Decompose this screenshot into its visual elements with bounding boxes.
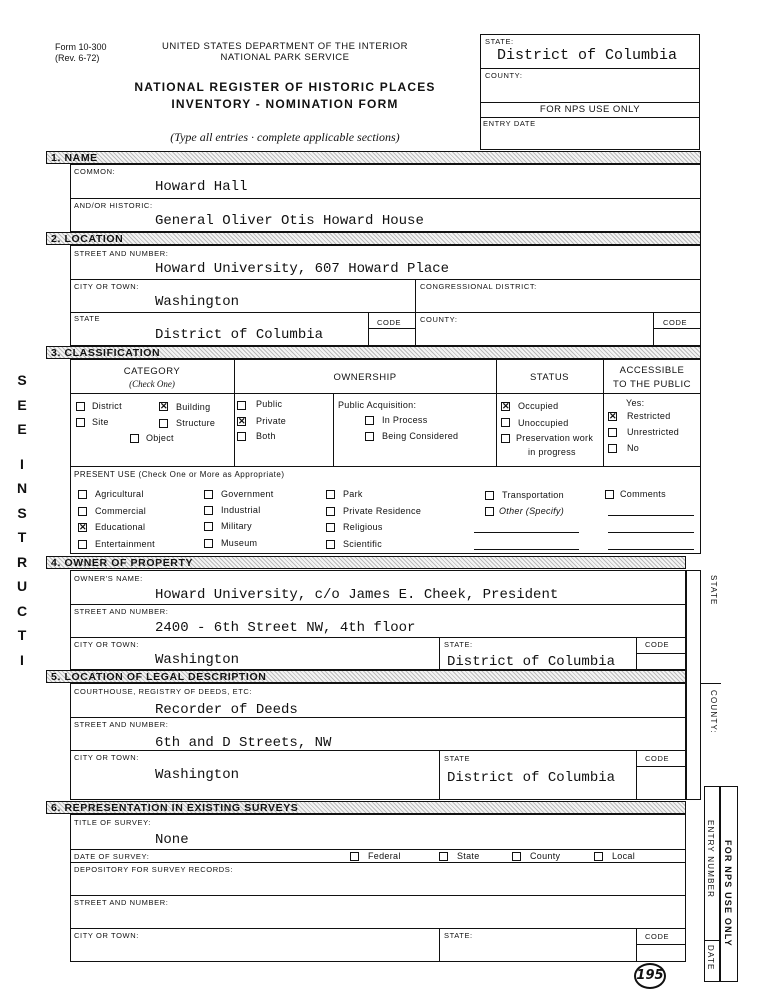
present-use-label: PRESENT USE (Check One or More as Appropriate)	[74, 470, 285, 479]
site-checkbox[interactable]	[76, 418, 85, 427]
section-6-heading: 6. REPRESENTATION IN EXISTING SURVEYS	[46, 801, 686, 814]
legal-state-value: District of Columbia	[447, 770, 616, 786]
object-label: Object	[146, 433, 174, 443]
ownership-header: OWNERSHIP	[333, 372, 397, 383]
no-label: No	[627, 443, 640, 453]
use-agricultural-checkbox[interactable]	[78, 490, 87, 499]
owner-state-value: District of Columbia	[447, 654, 616, 670]
nps-side-strip	[686, 570, 701, 800]
congressional-district-label: CONGRESSIONAL DISTRICT:	[420, 282, 537, 291]
owner-code-label: CODE	[645, 640, 670, 649]
public-label: Public	[256, 399, 283, 409]
unoccupied-label: Unoccupied	[518, 418, 569, 428]
survey-county-label: County	[530, 851, 561, 861]
use-park-checkbox[interactable]	[326, 490, 335, 499]
survey-federal-checkbox[interactable]	[350, 852, 359, 861]
depository-label: DEPOSITORY FOR SURVEY RECORDS:	[74, 865, 234, 874]
accessible-header-2: TO THE PUBLIC	[613, 379, 691, 390]
survey-federal-label: Federal	[368, 851, 401, 861]
use-educational-checkbox[interactable]: ✕	[79, 522, 87, 532]
section-5-heading: 5. LOCATION OF LEGAL DESCRIPTION	[46, 670, 686, 683]
preservation-label-2: in progress	[528, 447, 576, 457]
legal-street-value: 6th and D Streets, NW	[155, 735, 332, 751]
building-checkbox[interactable]: ✕	[160, 401, 168, 411]
survey-state-label2: STATE:	[444, 931, 473, 940]
section-1-heading: 1. NAME	[46, 151, 701, 164]
use-museum-label: Museum	[221, 538, 258, 548]
location-state-value: District of Columbia	[155, 327, 324, 343]
owner-state-label: STATE:	[444, 640, 473, 649]
location-county-label: COUNTY:	[420, 315, 458, 324]
district-checkbox[interactable]	[76, 402, 85, 411]
historic-label: AND/OR HISTORIC:	[74, 201, 153, 210]
survey-state-label: State	[457, 851, 480, 861]
type-instructions: (Type all entries · complete applicable sections)	[170, 130, 400, 144]
preservation-checkbox[interactable]	[501, 434, 510, 443]
agency-line-2: NATIONAL PARK SERVICE	[220, 52, 350, 63]
owner-name-value: Howard University, c/o James E. Cheek, President	[155, 587, 559, 603]
survey-county-checkbox[interactable]	[512, 852, 521, 861]
side-nps-use-only-label: FOR NPS USE ONLY	[723, 840, 733, 947]
status-header: STATUS	[529, 372, 570, 383]
side-date-label: DATE	[706, 945, 715, 971]
legal-street-label: STREET AND NUMBER:	[74, 720, 169, 729]
use-commercial-label: Commercial	[95, 506, 147, 516]
location-street-value: Howard University, 607 Howard Place	[155, 261, 450, 277]
legal-city-value: Washington	[155, 767, 240, 783]
owner-city-value: Washington	[155, 652, 240, 668]
unrestricted-checkbox[interactable]	[608, 428, 617, 437]
other-line-2	[474, 549, 579, 550]
survey-local-checkbox[interactable]	[594, 852, 603, 861]
site-label: Site	[92, 417, 109, 427]
top-state-value: District of Columbia	[497, 47, 678, 64]
form-revision: (Rev. 6-72)	[55, 53, 100, 63]
see-instructions-text: S E E I N S T R U C T I	[16, 372, 28, 668]
comments-line-2	[608, 532, 694, 533]
form-number: Form 10-300	[55, 42, 107, 52]
structure-checkbox[interactable]	[159, 419, 168, 428]
survey-code-label: CODE	[645, 932, 670, 941]
owner-city-label: CITY OR TOWN:	[74, 640, 139, 649]
use-private-residence-checkbox[interactable]	[326, 507, 335, 516]
being-considered-label: Being Considered	[382, 431, 459, 441]
other-line-1	[474, 532, 579, 533]
object-checkbox[interactable]	[130, 434, 139, 443]
survey-city-label: CITY OR TOWN:	[74, 931, 139, 940]
side-state-label: STATE	[709, 575, 718, 606]
common-value: Howard Hall	[155, 179, 248, 195]
top-county-label: COUNTY:	[485, 71, 523, 80]
location-street-label: STREET AND NUMBER:	[74, 249, 169, 258]
use-agricultural-label: Agricultural	[95, 489, 144, 499]
occupied-label: Occupied	[518, 401, 559, 411]
being-considered-checkbox[interactable]	[365, 432, 374, 441]
historic-value: General Oliver Otis Howard House	[155, 213, 424, 229]
owner-street-value: 2400 - 6th Street NW, 4th floor	[155, 620, 416, 636]
courthouse-value: Recorder of Deeds	[155, 702, 298, 718]
survey-title-value: None	[155, 832, 189, 848]
in-process-label: In Process	[382, 415, 428, 425]
check-one-note: (Check One)	[129, 379, 175, 389]
in-process-checkbox[interactable]	[365, 416, 374, 425]
public-acquisition-label: Public Acquisition:	[338, 400, 417, 410]
accessible-header-1: ACCESSIBLE	[619, 365, 685, 376]
use-other-checkbox[interactable]	[485, 507, 494, 516]
survey-local-label: Local	[612, 851, 636, 861]
use-religious-label: Religious	[343, 522, 383, 532]
use-military-checkbox[interactable]	[204, 522, 213, 531]
comments-line-1	[608, 515, 694, 516]
use-private-residence-label: Private Residence	[343, 506, 422, 516]
category-header: CATEGORY	[123, 366, 181, 377]
entry-date-label: ENTRY DATE	[483, 119, 536, 128]
nps-use-only-label: FOR NPS USE ONLY	[539, 104, 641, 115]
use-comments-label: Comments	[620, 489, 666, 499]
location-city-label: CITY OR TOWN:	[74, 282, 139, 291]
accessible-yes-label: Yes:	[626, 398, 645, 408]
section-4-heading: 4. OWNER OF PROPERTY	[46, 556, 686, 569]
survey-street-label: STREET AND NUMBER:	[74, 898, 169, 907]
use-religious-checkbox[interactable]	[326, 523, 335, 532]
use-transportation-label: Transportation	[502, 490, 564, 500]
preservation-label-1: Preservation work	[516, 433, 594, 443]
side-entry-number-label: ENTRY NUMBER	[706, 820, 715, 899]
public-checkbox[interactable]	[237, 401, 246, 410]
structure-label: Structure	[176, 418, 216, 428]
use-educational-label: Educational	[95, 522, 146, 532]
use-entertainment-checkbox[interactable]	[78, 540, 87, 549]
use-other-label: Other (Specify)	[499, 506, 565, 516]
common-label: COMMON:	[74, 167, 116, 176]
owner-name-label: OWNER'S NAME:	[74, 574, 143, 583]
private-checkbox[interactable]: ✕	[238, 416, 246, 426]
section-3-heading: 3. CLASSIFICATION	[46, 346, 701, 359]
both-label: Both	[256, 431, 276, 441]
use-park-label: Park	[343, 489, 363, 499]
occupied-checkbox[interactable]: ✕	[502, 401, 510, 411]
use-museum-checkbox[interactable]	[204, 539, 213, 548]
unrestricted-label: Unrestricted	[627, 427, 680, 437]
use-industrial-label: Industrial	[221, 505, 261, 515]
district-label: District	[92, 401, 122, 411]
restricted-label: Restricted	[627, 411, 671, 421]
legal-code-label: CODE	[645, 754, 670, 763]
survey-title-label: TITLE OF SURVEY:	[74, 818, 151, 827]
legal-city-label: CITY OR TOWN:	[74, 753, 139, 762]
section-2-heading: 2. LOCATION	[46, 232, 701, 245]
form-title-2: INVENTORY - NOMINATION FORM	[171, 97, 399, 111]
use-government-label: Government	[221, 489, 274, 499]
page-number-stamp: 195	[634, 963, 666, 989]
use-commercial-checkbox[interactable]	[78, 507, 87, 516]
comments-line-3	[608, 549, 694, 550]
use-comments-checkbox[interactable]	[605, 490, 614, 499]
no-checkbox[interactable]	[608, 444, 617, 453]
location-code-label: CODE	[377, 318, 402, 327]
use-industrial-checkbox[interactable]	[204, 506, 213, 515]
agency-line-1: UNITED STATES DEPARTMENT OF THE INTERIOR	[162, 41, 408, 52]
courthouse-label: COURTHOUSE, REGISTRY OF DEEDS, ETC:	[74, 687, 253, 696]
use-transportation-checkbox[interactable]	[485, 491, 494, 500]
form-title-1: NATIONAL REGISTER OF HISTORIC PLACES	[134, 80, 436, 94]
unoccupied-checkbox[interactable]	[501, 418, 510, 427]
owner-street-label: STREET AND NUMBER:	[74, 607, 169, 616]
legal-state-label: STATE	[444, 754, 471, 763]
private-label: Private	[256, 416, 287, 426]
use-scientific-label: Scientific	[343, 539, 383, 549]
survey-state-checkbox[interactable]	[439, 852, 448, 861]
side-county-label: COUNTY:	[709, 690, 718, 734]
use-government-checkbox[interactable]	[204, 490, 213, 499]
location-county-code-label: CODE	[663, 318, 688, 327]
use-scientific-checkbox[interactable]	[326, 540, 335, 549]
use-entertainment-label: Entertainment	[95, 539, 155, 549]
survey-date-label: DATE OF SURVEY:	[74, 852, 150, 861]
building-label: Building	[176, 402, 211, 412]
use-military-label: Military	[221, 521, 252, 531]
both-checkbox[interactable]	[237, 432, 246, 441]
location-city-value: Washington	[155, 294, 240, 310]
top-state-label: STATE:	[485, 37, 514, 46]
restricted-checkbox[interactable]: ✕	[609, 411, 617, 421]
location-state-label: STATE	[74, 314, 101, 323]
